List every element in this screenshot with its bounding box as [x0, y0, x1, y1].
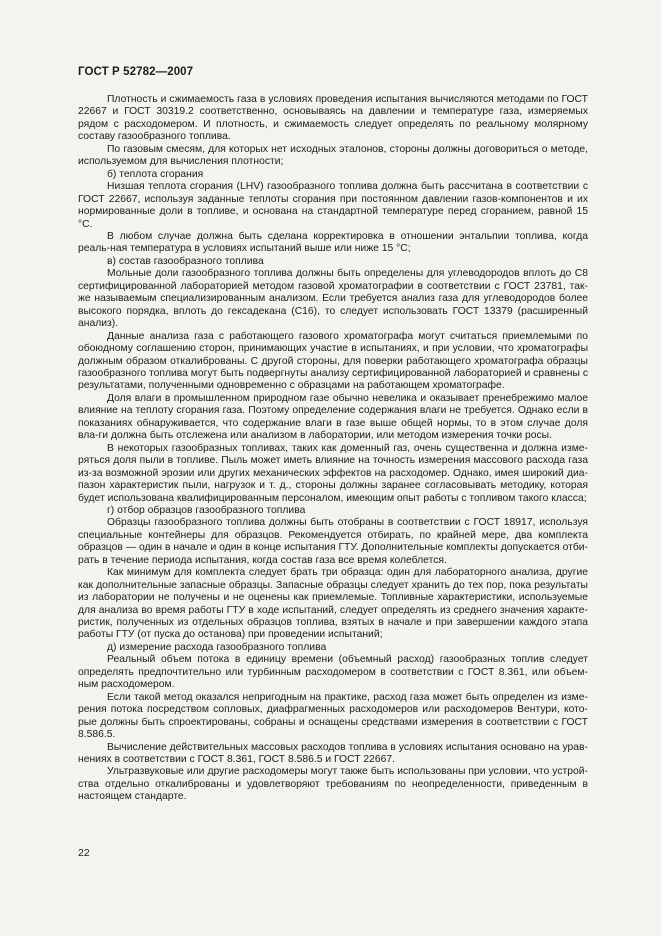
paragraph: Вычисление действительных массовых расходов топлива в условиях испытания основано на урав-нениях в соответствии с ГОСТ 8.361, ГОСТ 8.586.5 и ГОСТ 22667. — [78, 741, 588, 766]
paragraph: Плотность и сжимаемость газа в условиях проведения испытания вычисляются методами по ГОСТ 22667 и ГОСТ 30319.2 соответственно, основываясь на давлении и температуре газа, измеряемых рядом с расходомером. И плотность, и сжимаемость следует определять по реальному молярному составу газообразного топлива. — [78, 94, 588, 143]
list-item-heading: б) теплота сгорания — [107, 168, 204, 180]
paragraph: В любом случае должна быть сделана корректировка в отношении энтальпии топлива, когда реаль-ная температура в условиях испытаний выше или ниже 15 °С; — [78, 230, 588, 255]
paragraph: Данные анализа газа с работающего газового хроматографа могут считаться приемлемыми по обоюдному соглашению сторон, принимающих участие в испытаниях, и при условии, что хроматографы должным образом откалиброваны. С другой стороны, для поверки работающего хроматографа образцы газообразного топлива могут быть подвергнуты анализу сертифицированной лабораторией и сравнены с результатами, полученными одновременно с образцами на работающем хроматографе. — [78, 330, 588, 392]
list-item-heading: в) состав газообразного топлива — [107, 255, 264, 267]
paragraph: Образцы газообразного топлива должны быть отобраны в соответствии с ГОСТ 18917, используя специальные контейнеры для образцов. Рекомендуется отбирать, по крайней мере, два комплекта образцов — один в начале и один в конце испытания ГТУ. Дополнительные комплекты допускается отби-рать в течение периода испытания, когда состав газа все время колеблется. — [78, 517, 588, 566]
standard-header: ГОСТ Р 52782—2007 — [78, 66, 194, 78]
page-number: 22 — [78, 847, 90, 859]
paragraph: Как минимум для комплекта следует брать три образца: один для лабораторного анализа, другие как дополнительные запасные образцы. Запасные образцы следует хранить до тех пор, пока результаты из лаборатории не получены и не оценены как приемлемые. Топливные характеристики, используемые для анализа во время работы ГТУ в ходе испытаний, следует определять из среднего значения характе-ристик, полученных из отдельных образцов топлива, взятых в начале и при завершении каждого этапа работы ГТУ (от пуска до останова) при проведении испытаний; — [78, 567, 588, 641]
list-item-heading: г) отбор образцов газообразного топлива — [107, 504, 306, 516]
list-item-heading: д) измерение расхода газообразного топлива — [107, 641, 327, 653]
paragraph: Низшая теплота сгорания (LHV) газообразного топлива должна быть рассчитана в соответствии с ГОСТ 22667, используя заданные теплоты сгорания при постоянном давлении газов-компонентов и их нормированные доли в топливе, и основана на стандартной температуре перед сгоранием, равной 15 °С. — [78, 181, 588, 230]
paragraph: Реальный объем потока в единицу времени (объемный расход) газообразных топлив следует определять предпочтительно или турбинным расходомером в соответствии с ГОСТ 8.361, или объем-ным расходомером. — [78, 654, 588, 691]
paragraph: Если такой метод оказался непригодным на практике, расход газа может быть определен из изме-рения потока посредством сопловых, диафрагменных расходомеров или расходомеров Вентури, кото-рые должны быть спроектированы, собраны и оснащены средствами измерения в соответствии с ГОСТ 8.586.5. — [78, 691, 588, 741]
paragraph: Мольные доли газообразного топлива должны быть определены для углеводородов вплоть до С8 сертифицированной лабораторией методом газовой хроматографии в соответствии с ГОСТ 23781, так-же называемым специализированным анализом. Если требуется анализ газа для углеводородов более высокого порядка, вплоть до гексадекана (С16), то следует использовать ГОСТ 13379 (расширенный анализ). — [78, 268, 588, 330]
body-text — [78, 94, 588, 804]
paragraph: По газовым смесям, для которых нет исходных эталонов, стороны должны договориться о методе, используемом для вычисления плотности; — [78, 143, 588, 168]
paragraph: В некоторых газообразных топливах, таких как доменный газ, очень существенна и должна изме-ряться доля пыли в топливе. Пыль может иметь влияние на точность измерения массового расхода газа из-за возможной эрозии или других механических эффектов на расходомер. Однако, имея широкий диа-пазон характеристик пыли, нагрузок и т. д., стороны должны заранее согласовывать методику, которая будет использована квалифицированным персоналом, имеющим опыт работы с топливом такого класса; — [78, 442, 588, 504]
paragraph: Доля влаги в промышленном природном газе обычно невелика и оказывает пренебрежимо малое влияние на теплоту сгорания газа. Поэтому определение содержания влаги не требуется. Однако если в показаниях обнаруживается, что содержание влаги в газе выше общей нормы, то в этом случае доля вла-ги должна быть отслежена или анализом в лаборатории, или методом измерения точки росы. — [78, 392, 588, 442]
paragraph: Ультразвуковые или другие расходомеры могут также быть использованы при условии, что устрой-ства отдельно откалиброваны и удовлетворяют требованиям по неопределенности, приведенным в настоящем стандарте. — [78, 766, 588, 803]
